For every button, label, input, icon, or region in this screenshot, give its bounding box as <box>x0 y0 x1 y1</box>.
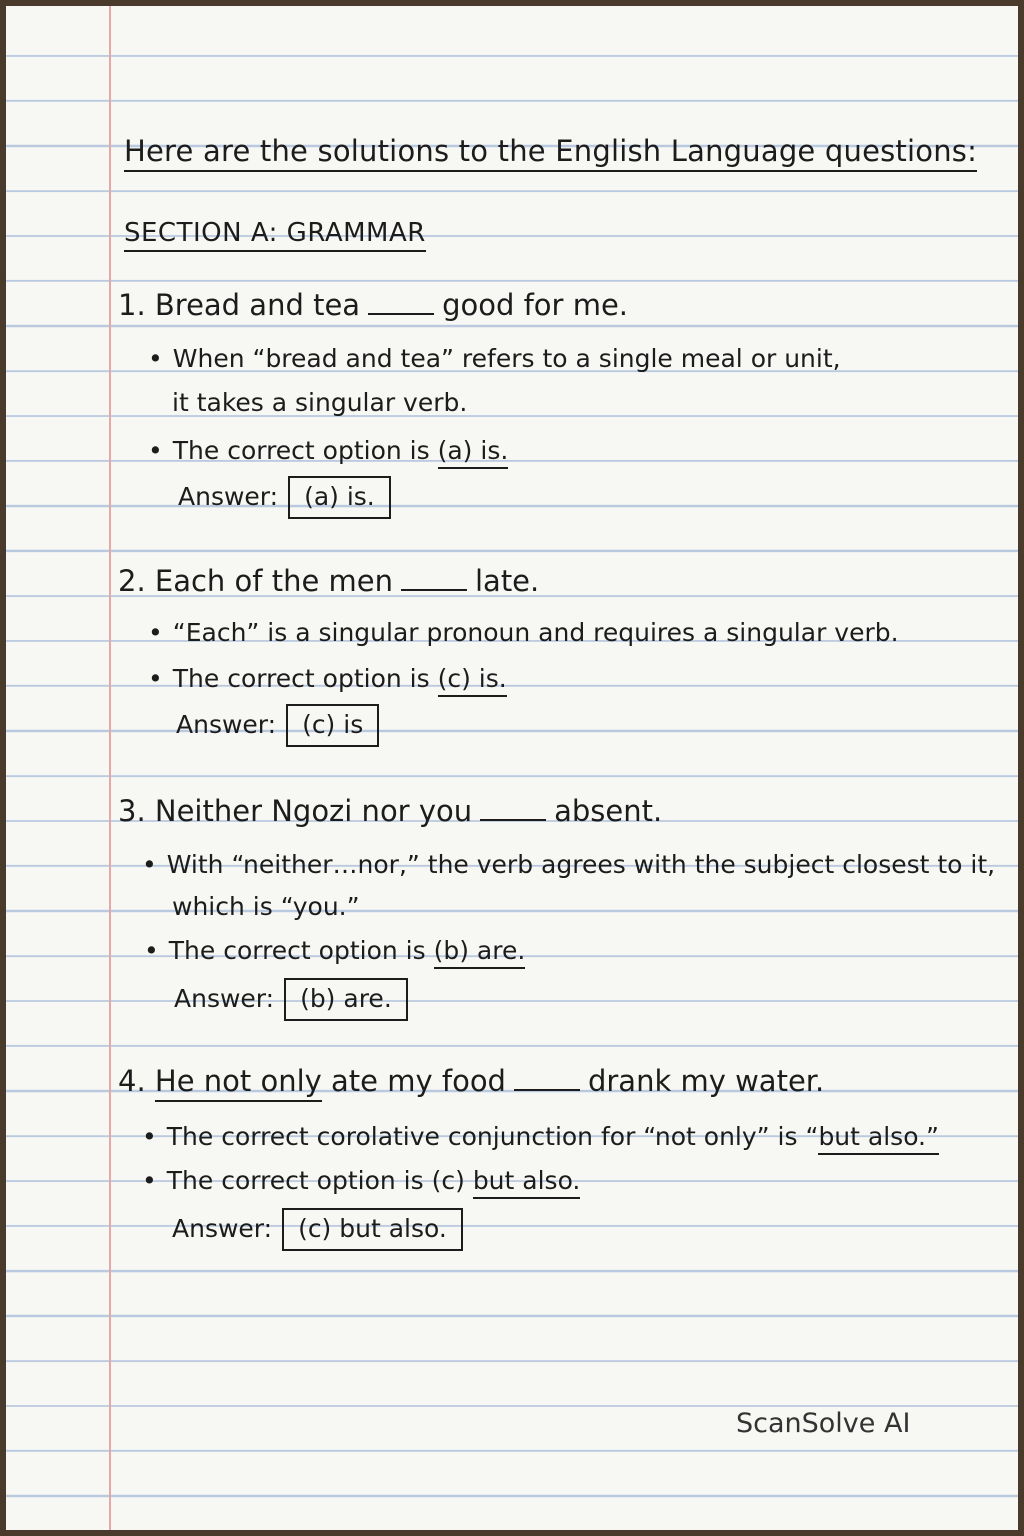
bullet-dot: • <box>148 436 163 465</box>
question-1 <box>118 288 628 322</box>
option-prefix: The correct option is <box>172 664 430 693</box>
margin-line <box>109 6 111 1530</box>
q3-answer <box>174 978 408 1021</box>
question-text-after: absent. <box>554 794 663 828</box>
question-2 <box>118 564 539 598</box>
bullet-text: When “bread and tea” refers to a single meal or unit, <box>172 344 841 373</box>
q1-answer <box>178 476 391 519</box>
section-title: SECTION A: GRAMMAR <box>124 218 426 252</box>
q1-bullet-1 <box>148 344 841 373</box>
bullet-text: The correct corolative conjunction for “not only” is “ <box>166 1122 819 1151</box>
q1-bullet-2 <box>148 436 508 465</box>
answer-box: (a) is. <box>288 476 391 519</box>
q1-bullet-1-cont: it takes a singular verb. <box>172 388 468 417</box>
q2-bullet-2 <box>148 664 507 693</box>
q4-bullet-1 <box>142 1122 939 1151</box>
answer-box: (b) are. <box>284 978 408 1021</box>
correct-option: (b) are. <box>434 936 526 969</box>
question-number: 1. <box>118 288 146 322</box>
bullet-text: With “neither…nor,” the verb agrees with the subject closest to it, <box>166 850 996 879</box>
question-text-before: Neither Ngozi nor you <box>154 794 473 828</box>
question-number: 4. <box>118 1064 146 1098</box>
bullet-dot: • <box>142 850 157 879</box>
bullet-dot: • <box>142 1122 157 1151</box>
q2-answer <box>176 704 379 747</box>
correct-option: (c) is. <box>438 664 507 697</box>
question-text-before: ate my food <box>331 1064 506 1098</box>
question-text-underlined: He not only <box>155 1064 322 1102</box>
brand-signature: ScanSolve AI <box>736 1408 911 1439</box>
option-prefix: The correct option is (c) <box>166 1166 465 1195</box>
correct-option: but also. <box>473 1166 581 1199</box>
bullet-text-underlined: but also.” <box>818 1122 939 1155</box>
answer-label: Answer: <box>178 482 279 511</box>
answer-label: Answer: <box>174 984 275 1013</box>
bullet-dot: • <box>142 1166 157 1195</box>
answer-box: (c) is <box>286 704 379 747</box>
question-4 <box>118 1064 824 1098</box>
q2-bullet-1 <box>148 618 899 647</box>
question-text-after: late. <box>474 564 540 598</box>
question-text-after: good for me. <box>442 288 629 322</box>
question-text-before: Each of the men <box>154 564 393 598</box>
option-prefix: The correct option is <box>168 936 426 965</box>
bullet-dot: • <box>148 344 163 373</box>
answer-label: Answer: <box>172 1214 273 1243</box>
intro-heading: Here are the solutions to the English Language questions: <box>124 134 977 172</box>
question-text-after: drank my water. <box>587 1064 825 1098</box>
bullet-text: “Each” is a singular pronoun and requires a singular verb. <box>172 618 899 647</box>
answer-label: Answer: <box>176 710 277 739</box>
bullet-dot: • <box>144 936 159 965</box>
answer-box: (c) but also. <box>282 1208 463 1251</box>
q4-answer <box>172 1208 463 1251</box>
bullet-dot: • <box>148 664 163 693</box>
answer-blank <box>368 312 434 315</box>
q4-bullet-2 <box>142 1166 580 1195</box>
bullet-dot: • <box>148 618 163 647</box>
answer-blank <box>480 818 546 821</box>
q3-bullet-1-cont: which is “you.” <box>172 892 360 921</box>
answer-blank <box>514 1088 580 1091</box>
question-3 <box>118 794 662 828</box>
q3-bullet-2 <box>144 936 525 965</box>
question-number: 3. <box>118 794 146 828</box>
q3-bullet-1 <box>142 850 995 879</box>
question-text-before: Bread and tea <box>154 288 361 322</box>
answer-blank <box>401 588 467 591</box>
option-prefix: The correct option is <box>172 436 430 465</box>
question-number: 2. <box>118 564 146 598</box>
correct-option: (a) is. <box>438 436 509 469</box>
